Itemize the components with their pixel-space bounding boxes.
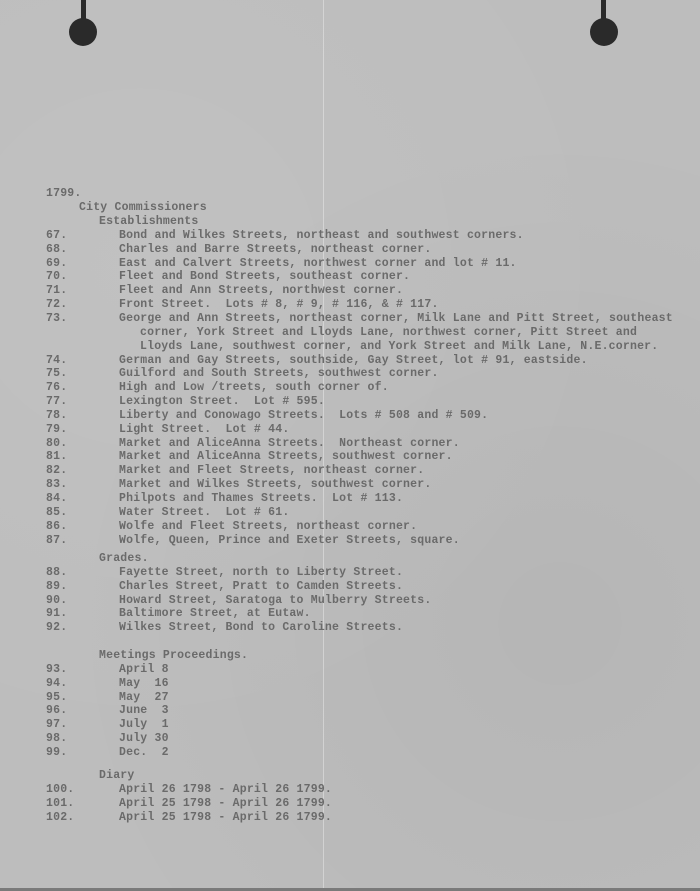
item-text: Market and Fleet Streets, northeast corner. <box>119 464 425 478</box>
item-number: 80. <box>46 436 68 450</box>
item-number: 75. <box>46 367 68 381</box>
item-text: July 1 <box>119 718 169 732</box>
item-text: July 30 <box>119 732 169 746</box>
item-text: Baltimore Street, at Eutaw. <box>119 607 311 621</box>
item-text: Light Street. Lot # 44. <box>119 422 290 436</box>
item-number: 76. <box>46 381 68 395</box>
item-number: 77. <box>46 395 68 409</box>
item-text: Fleet and Ann Streets, northwest corner. <box>119 284 404 298</box>
item-text: Wolfe, Queen, Prince and Exeter Streets, square. <box>119 533 460 547</box>
item-number: 67. <box>46 228 68 242</box>
item-text: April 25 1798 - April 26 1799. <box>119 810 333 824</box>
item-number: 94. <box>46 676 68 690</box>
section-heading: Meetings Proceedings. <box>99 649 249 662</box>
item-text: High and Low /treets, south corner of. <box>119 381 389 395</box>
item-text: East and Calvert Streets, northwest corner and lot # 11. <box>119 256 517 270</box>
punch-hole-right <box>590 18 618 46</box>
item-text-continuation: corner, York Street and Lloyds Lane, northwest corner, Pitt Street and <box>140 325 638 339</box>
item-number: 78. <box>46 408 68 422</box>
item-text: Front Street. Lots # 8, # 9, # 116, & # 117. <box>119 298 439 312</box>
item-number: 73. <box>46 311 68 325</box>
item-number: 68. <box>46 242 68 256</box>
item-number: 71. <box>46 284 68 298</box>
item-number: 90. <box>46 593 68 607</box>
item-text: Philpots and Thames Streets. Lot # 113. <box>119 492 404 505</box>
item-text: Charles and Barre Streets, northeast corner. <box>119 242 432 256</box>
item-text: German and Gay Streets, southside, Gay Street, lot # 91, eastside. <box>119 353 588 367</box>
item-number: 93. <box>46 662 68 676</box>
item-text: April 26 1798 - April 26 1799. <box>119 782 333 796</box>
item-text: George and Ann Streets, northeast corner, Milk Lane and Pitt Street, southeast <box>119 311 673 325</box>
item-number: 95. <box>46 690 68 704</box>
item-text: Howard Street, Saratoga to Mulberry Streets. <box>119 593 432 607</box>
section-heading: Grades. <box>99 552 149 565</box>
item-text: Charles Street, Pratt to Camden Streets. <box>119 579 404 593</box>
item-text-continuation: Lloyds Lane, southwest corner, and York Street and Milk Lane, N.E.corner. <box>140 339 659 353</box>
item-text: May 27 <box>119 690 169 704</box>
item-number: 81. <box>46 450 68 464</box>
item-text: April 8 <box>119 662 169 676</box>
item-text: Guilford and South Streets, southwest corner. <box>119 367 439 381</box>
item-number: 98. <box>46 732 68 746</box>
item-number: 92. <box>46 621 68 635</box>
section-heading: Establishments <box>99 215 199 228</box>
item-number: 99. <box>46 745 68 759</box>
item-text: Wilkes Street, Bond to Caroline Streets. <box>119 621 404 635</box>
item-text: Water Street. Lot # 61. <box>119 505 290 519</box>
item-text: Market and AliceAnna Streets. Northeast corner. <box>119 436 460 450</box>
year-heading: 1799. <box>46 187 82 200</box>
item-text: Liberty and Conowago Streets. Lots # 508 and # 509. <box>119 408 489 422</box>
item-text: Lexington Street. Lot # 595. <box>119 395 325 409</box>
item-number: 69. <box>46 256 68 270</box>
item-number: 86. <box>46 519 68 533</box>
item-text: Market and Wilkes Streets, southwest corner. <box>119 478 432 492</box>
item-number: 85. <box>46 505 68 519</box>
section-heading: Diary <box>99 769 135 782</box>
department-heading: City Commissioners <box>79 201 207 214</box>
item-number: 102. <box>46 810 75 824</box>
item-text: May 16 <box>119 676 169 690</box>
punch-hole-left <box>69 18 97 46</box>
item-text: Bond and Wilkes Streets, northeast and southwest corners. <box>119 228 524 242</box>
item-number: 83. <box>46 478 68 492</box>
item-text: Market and AliceAnna Streets, southwest corner. <box>119 450 453 464</box>
item-text: Fleet and Bond Streets, southeast corner. <box>119 270 411 284</box>
item-text: April 25 1798 - April 26 1799. <box>119 796 333 810</box>
item-text: Wolfe and Fleet Streets, northeast corner. <box>119 519 418 533</box>
item-number: 100. <box>46 782 75 796</box>
item-number: 101. <box>46 796 75 810</box>
item-number: 79. <box>46 422 68 436</box>
item-number: 82. <box>46 464 68 478</box>
item-text: June 3 <box>119 704 169 718</box>
item-number: 87. <box>46 533 68 547</box>
item-number: 97. <box>46 718 68 732</box>
item-number: 84. <box>46 492 68 505</box>
item-text: Dec. 2 <box>119 745 169 759</box>
item-number: 96. <box>46 704 68 718</box>
item-number: 70. <box>46 270 68 284</box>
item-text: Fayette Street, north to Liberty Street. <box>119 565 404 579</box>
item-number: 72. <box>46 298 68 312</box>
item-number: 88. <box>46 565 68 579</box>
item-number: 74. <box>46 353 68 367</box>
item-number: 91. <box>46 607 68 621</box>
item-number: 89. <box>46 579 68 593</box>
